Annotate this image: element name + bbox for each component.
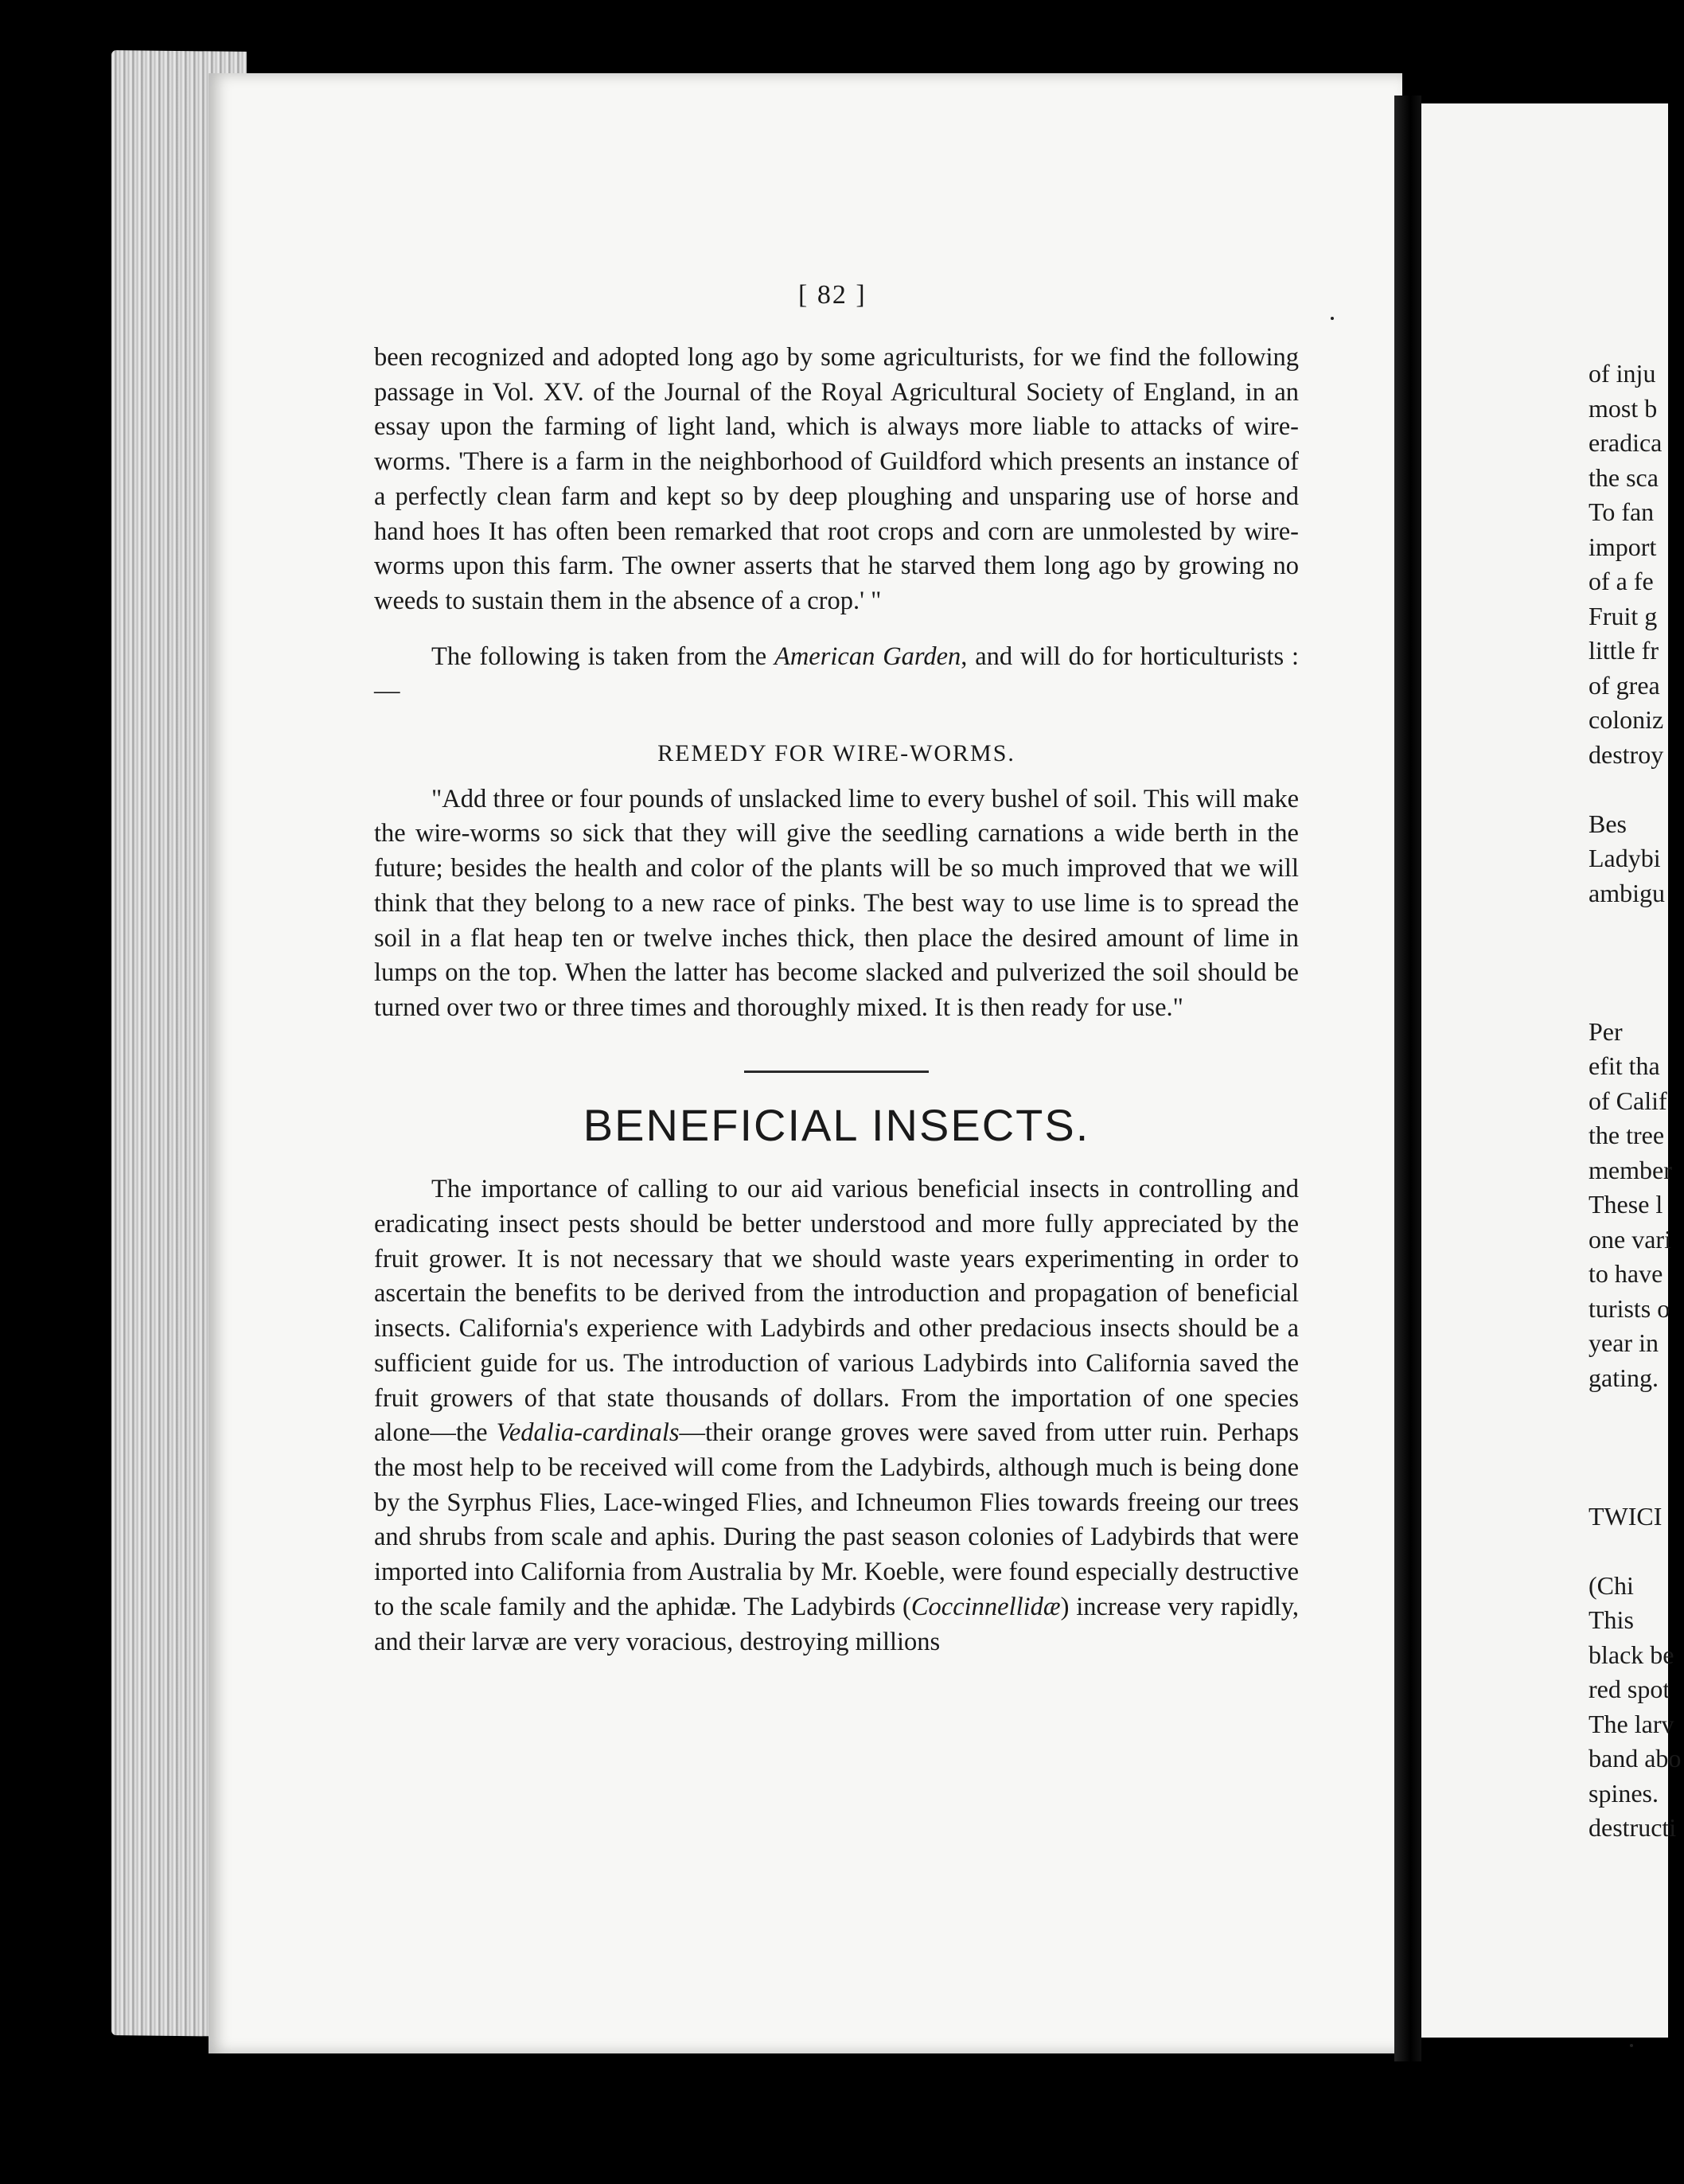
right-page-line: year in — [1588, 1328, 1659, 1357]
right-page-line: coloniz — [1588, 705, 1664, 734]
right-page-line: Fruit g — [1588, 601, 1658, 630]
right-page-line — [1588, 980, 1684, 1015]
following-text-after: , and will do for horticulturists :— — [374, 642, 1299, 706]
right-page-line: To fan — [1588, 497, 1655, 526]
right-page-line — [1588, 946, 1684, 981]
right-page-line: destructi — [1588, 1813, 1677, 1842]
right-page-line — [1588, 1464, 1684, 1500]
right-page-line: TWICI — [1588, 1501, 1663, 1531]
right-page-line: Per — [1588, 1016, 1623, 1046]
beneficial-text-2: —their orange groves were saved from utter ruin. Perhaps the most help to be received will come from the Ladybirds, although much is being done by the Syrphus Flies, Lace-winged Flies, and Ichneumon Flies towards freeing our trees and shrubs from scale and aphis. During the past season colonies of Ladybirds that were imported into California from Australia by Mr. Koeble, were found especially destructive to the scale family and the aphidæ. The Ladybirds ( — [374, 1418, 1299, 1621]
right-page-line: most b — [1588, 393, 1658, 423]
right-page-line — [1588, 1430, 1684, 1465]
right-page-line: spines. — [1588, 1778, 1659, 1808]
right-page-line: gating. — [1588, 1363, 1659, 1392]
right-page-line: of inju — [1588, 359, 1656, 388]
right-page-line — [1588, 1395, 1684, 1430]
section-heading: BENEFICIAL INSECTS. — [583, 1099, 1090, 1150]
source-title: American Garden — [774, 642, 961, 671]
right-page-line: import — [1588, 532, 1657, 561]
paragraph-following — [374, 640, 1299, 709]
paragraph-remedy: "Add three or four pounds of unslacked lime to every bushel of soil. This will make the wire-worms so sick that they will give the seedling carnations a wide berth in the future; besides the health and color of the plants will be so much improved that we will think that they belong to a new race of pinks. The best way to use lime is to spread the soil in a flat heap ten or twelve inches thick, then place the desired amount of lime in lumps on the top. When the latter has become slacked and pulverized the soil should be turned over two or three times and thoroughly mixed. It is then ready for use." — [374, 784, 1299, 1022]
right-page-line: to have — [1588, 1259, 1663, 1288]
right-page-line: Bes — [1588, 809, 1627, 838]
right-page-line: of a fe — [1588, 567, 1654, 595]
remedy-heading: REMEDY FOR WIRE-WORMS. — [657, 740, 1015, 767]
right-page-line — [1588, 1534, 1684, 1569]
species-name: Vedalia-cardinals — [496, 1418, 680, 1448]
family-name: Coccinnellidæ — [910, 1592, 1061, 1621]
right-page-line: red spot — [1588, 1675, 1670, 1703]
scan-speck — [1331, 317, 1334, 320]
following-text-before: The following is taken from the — [431, 642, 774, 671]
right-page-text — [1588, 357, 1684, 1846]
paragraph-intro: been recognized and adopted long ago by some agriculturists, for we find the following passage in Vol. XV. of the Journal of the Royal Agricultural Society of England, in an essay upon the farming of light land, which is always more liable to attacks of wire-worms. 'There is a farm in the neighborhood of Guildford which presents an instance of a perfectly clean farm and kept so by deep ploughing and unsparing use of horse and hand hoes It has often been remarked that root crops and corn are unmolested by wire-worms upon this farm. The owner asserts that he starved them long ago by growing no weeds to sustain them in the absence of a crop.' " — [374, 343, 1299, 615]
book-gutter — [1394, 96, 1421, 2061]
beneficial-text-1: The importance of calling to our aid various beneficial insects in controlling and eradicating insect pests should be better understood and more fully appreciated by the fruit grower. It is not necessary that we should waste years experimenting in order to ascertain the benefits to be derived from the introduction and propagation of beneficial insects. California's experience with Ladybirds and other predacious insects should be a sufficient guide for us. The introduction of various Ladybirds into California saved the fruit growers of that state thousands of dollars. From the importation of one species alone—the — [374, 1175, 1299, 1448]
right-page-line: (Chi — [1588, 1570, 1634, 1600]
right-page-line: ambigu — [1588, 878, 1665, 907]
right-page-line: the tree — [1588, 1121, 1665, 1149]
left-page-text — [374, 341, 1299, 1659]
right-page-line — [1588, 911, 1684, 946]
right-page-line: turists o — [1588, 1293, 1670, 1323]
scan-speck — [1630, 2044, 1633, 2047]
right-page-line: The larv — [1588, 1709, 1674, 1738]
right-page-line: This — [1588, 1605, 1634, 1634]
page-number: [ 82 ] — [798, 280, 867, 310]
right-page-line: band abo — [1588, 1744, 1682, 1773]
right-page-line: of Calif — [1588, 1086, 1667, 1115]
right-page-line: eradica — [1588, 428, 1663, 457]
right-page-line: the sca — [1588, 462, 1659, 492]
beneficial-text-3: ) increase very rapidly, and their larvæ are very voracious, destroying millions — [374, 1592, 1300, 1656]
right-page-line: black be — [1588, 1640, 1674, 1669]
right-page-line: efit tha — [1588, 1051, 1660, 1080]
right-page-line: one vari — [1588, 1224, 1671, 1254]
section-divider — [744, 1071, 929, 1073]
right-page-line: of grea — [1588, 670, 1660, 700]
right-page-line: little fr — [1588, 636, 1659, 665]
right-page-line: member — [1588, 1155, 1672, 1184]
right-page-line: destroy — [1588, 739, 1664, 769]
right-page-line: Ladybi — [1588, 844, 1661, 872]
right-page-line: These l — [1588, 1190, 1663, 1219]
paragraph-beneficial — [374, 1172, 1299, 1659]
right-page-line — [1588, 772, 1684, 807]
